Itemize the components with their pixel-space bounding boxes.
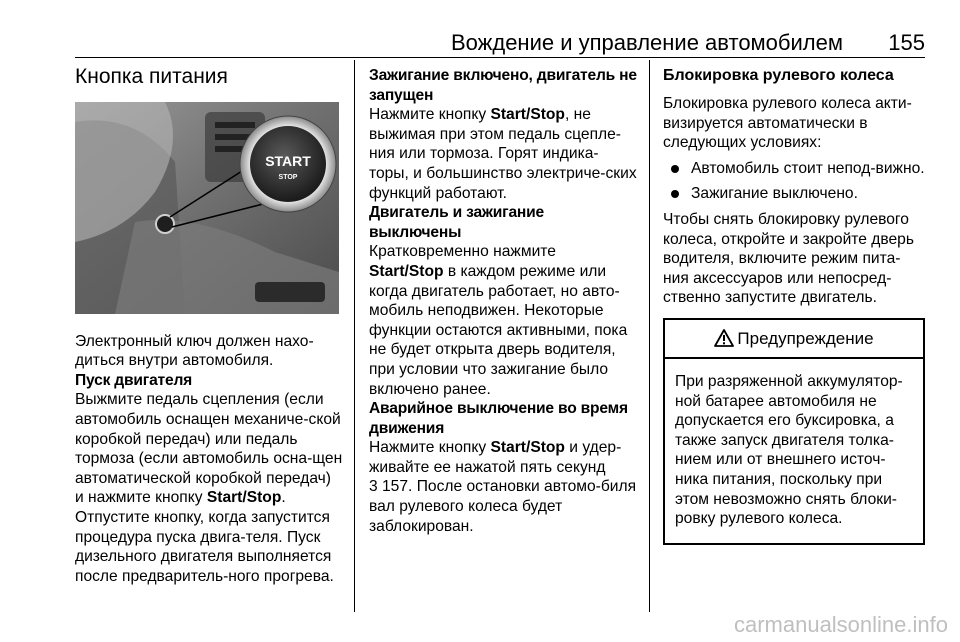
warning-header [665, 320, 923, 359]
column-3 [663, 62, 925, 545]
start-stop-term: Start/Stop [206, 489, 282, 507]
page-number: 155 [888, 30, 925, 55]
photo-start-label: START [265, 153, 311, 169]
start-paragraph: Выжмите педаль сцепления (если автомобиль оснащен механиче-ской коробкой передач) или педаль тормоза (если автомобиль осна-щен автоматической коробкой передач) и нажмите кнопку Start/Stop. Отпустите кнопку, когда запустится процедура пуска двига-теля. Пуск дизельного двигателя выполняется после предваритель-ного прогрева. [75, 391, 343, 585]
steering-lock-title: Блокировка рулевого колеса [663, 67, 894, 84]
conditions-list [663, 159, 925, 204]
start-heading: Пуск двигателя [75, 371, 193, 389]
ignition-paragraph: Нажмите кнопку Start/Stop, не выжимая при этом педаль сцепле-ния или тормоза. Горят индика-торы, и большинство электриче-ских функций работают. [369, 106, 637, 202]
off-heading: Двигатель и зажигание выключены [369, 204, 545, 241]
column-2 [369, 62, 637, 536]
photo-stop-label: STOP [278, 174, 298, 181]
start-stop-button-photo [75, 102, 339, 314]
start-stop-term: Start/Stop [490, 106, 565, 124]
column-divider-2 [649, 60, 650, 612]
warning-box [663, 318, 925, 545]
intro-text: Электронный ключ должен нахо-диться внутри автомобиля. [75, 332, 314, 370]
start-stop-term: Start/Stop [490, 439, 565, 457]
page-reference-link[interactable]: 3 157 [369, 478, 409, 496]
column-1 [75, 62, 343, 586]
unlock-paragraph: Чтобы снять блокировку рулевого колеса, откройте и закройте дверь водителя, включите режим пита-ния аксессуаров или непосред-ственно запустите двигатель. [663, 210, 914, 307]
header-rule [75, 57, 925, 58]
column-divider-1 [354, 60, 355, 612]
list-item: Автомобиль стоит непод-вижно. [663, 159, 925, 179]
emergency-paragraph: Нажмите кнопку Start/Stop и удер-живайте ее нажатой пять секунд 3 157. После остановки автомо-биля вал рулевого колеса будет заблокирован. [369, 439, 637, 535]
start-stop-term: Start/Stop [369, 262, 444, 280]
bullet-icon [671, 165, 679, 173]
emergency-heading: Аварийное выключение во время движения [369, 400, 628, 437]
list-item: Зажигание выключено. [663, 184, 925, 204]
steering-lock-intro: Блокировка рулевого колеса акти-визируется автоматически в следующих условиях: [663, 95, 912, 152]
chapter-title: Вождение и управление автомобилем [450, 30, 843, 55]
warning-triangle-icon [714, 329, 734, 347]
bullet-icon [671, 190, 679, 198]
warning-text: При разряженной аккумулятор-ной батарее автомобиля не допускается его буксировка, а также запуск двигателя толка-нием или от внешнего источ-ника питания, поскольку при этом невозможно снять блоки-ровку рулевого колеса. [675, 372, 903, 528]
off-paragraph: Кратковременно нажмите Start/Stop в каждом режиме или когда двигатель работает, но авто-мобиль неподвижен. Некоторые функции остаются активными, пока не будет открыта дверь водителя, при условии что зажигание было включено ранее. [369, 243, 628, 398]
ignition-heading: Зажигание включено, двигатель не запущен [369, 67, 637, 104]
page-header [75, 30, 925, 58]
section-title: Кнопка питания [75, 65, 228, 88]
watermark: carmanualsonline.info [733, 612, 948, 637]
warning-title: Предупреждение [737, 328, 874, 348]
